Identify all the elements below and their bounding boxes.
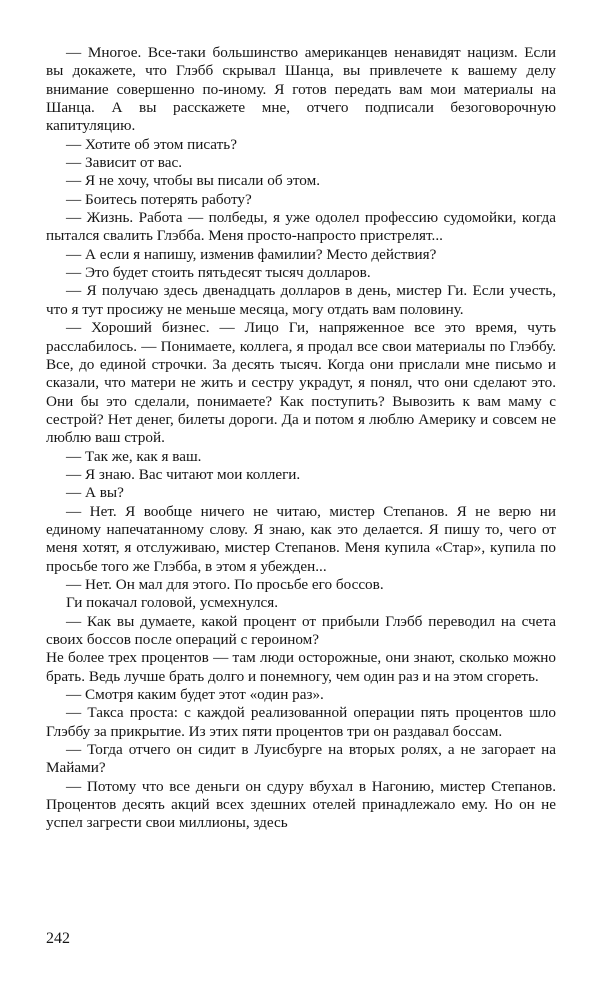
paragraph: — Так же, как я ваш. (66, 447, 202, 465)
paragraph: — Боитесь потерять работу? (66, 190, 252, 208)
paragraph: — Нет. Он мал для этого. По просьбе его боссов. (66, 575, 384, 593)
page-text (46, 44, 556, 833)
paragraph: — Тогда отчего он сидит в Луисбурге на вторых ролях, а не загорает на Майами? (46, 741, 556, 777)
paragraph: Ги покачал головой, усмехнулся. (66, 594, 279, 612)
paragraph: — Жизнь. Работа — полбеды, я уже одолел профессию судомойки, когда пытался свалить Глэбба. Меня просто-напросто пристрелят... (46, 209, 556, 245)
paragraph: — Потому что все деньги он сдуру вбухал в Нагонию, мистер Степанов. Процентов десять акций всех здешних отелей принадлежало ему. Но он не успел загрести свои миллионы, здесь (46, 777, 556, 832)
paragraph: — Многое. Все-таки большинство американцев ненавидят нацизм. Если вы докажете, что Глэбб скрывал Шанца, вы привлечете к вашему делу внимание совершенно по-иному. Я готов передать вам мои материалы на Шанца. А вы расскажете мне, отчего подписали безоговорочную капитуляцию. (46, 44, 556, 135)
paragraph: — А если я напишу, изменив фамилии? Место действия? (66, 245, 437, 263)
paragraph: — Нет. Я вообще ничего не читаю, мистер Степанов. Я не верю ни единому напечатанному слову. Я знаю, как это делается. Я пишу то, чего от меня хотят, я отслуживаю, мистер Степанов. Меня купила «Стар», купила по просьбе того же Глэбба, в этом я убежден... (46, 502, 556, 575)
paragraph: — Как вы думаете, какой процент от прибыли Глэбб переводил на счета своих боссов после операций с героином? (46, 612, 556, 648)
paragraph: Не более трех процентов — там люди осторожные, они знают, сколько можно брать. Ведь лучше брать долго и понемногу, чем один раз и на этом сгореть. (46, 649, 556, 685)
paragraph: — Хотите об этом писать? (66, 135, 237, 153)
paragraph: — Это будет стоить пятьдесят тысяч долларов. (66, 264, 371, 282)
paragraph: — Смотря каким будет этот «один раз». (66, 686, 324, 704)
paragraph: — Я не хочу, чтобы вы писали об этом. (66, 172, 321, 190)
paragraph: — Я знаю. Вас читают мои коллеги. (66, 465, 301, 483)
paragraph: — Я получаю здесь двенадцать долларов в день, мистер Ги. Если учесть, что я тут просижу не меньше месяца, могу отдать вам половину. (46, 282, 556, 318)
paragraph: — Зависит от вас. (66, 154, 183, 172)
paragraph: — Такса проста: с каждой реализованной операции пять процентов шло Глэббу за прикрытие. Из этих пяти процентов три он раздавал боссам. (46, 704, 556, 740)
page-number: 242 (46, 930, 70, 947)
paragraph: — А вы? (66, 484, 124, 502)
paragraph: — Хороший бизнес. — Лицо Ги, напряженное все это время, чуть расслабилось. — Понимаете, коллега, я продал все свои материалы по Глэббу. Все, до единой строчки. За десять тысяч. Когда они прислали мне письмо и сказали, что матери не жить и сестру украдут, я понял, что они сделают это. Они бы это сделали, понимаете? Как поступить? Вывозить к вам маму с сестрой? Нет денег, билеты дороги. Да и потом я люблю Америку и совсем не люблю ваш строй. (46, 319, 556, 447)
